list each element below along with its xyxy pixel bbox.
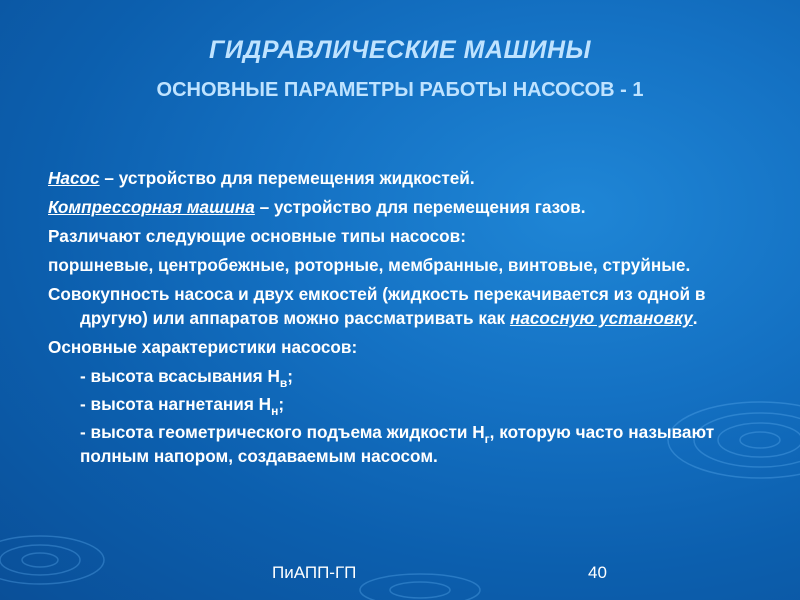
pump-types-list: поршневые, центробежные, роторные, мембранные, винтовые, струйные. <box>48 255 691 275</box>
pump-installation-text: Совокупность насоса и двух емкостей (жидкость перекачивается из одной в другую) или аппаратов можно рассматривать как <box>48 284 706 328</box>
characteristic-subscript: в <box>279 376 288 390</box>
characteristic-subscript: н <box>271 404 279 418</box>
footer-label: ПиАПП-ГП <box>272 563 357 582</box>
definition-pump-text: – устройство для перемещения жидкостей. <box>99 168 475 188</box>
term-pump: Насос <box>48 168 100 188</box>
characteristic-text: - высота всасывания H <box>80 366 280 386</box>
pump-installation-term: насосную установку <box>509 308 693 328</box>
characteristic-item <box>48 392 768 416</box>
characteristics-intro: Основные характеристики насосов: <box>48 337 358 357</box>
pump-installation-paragraph <box>48 282 768 330</box>
pump-types-intro: Различают следующие основные типы насосов: <box>48 226 466 246</box>
characteristic-text: - высота геометрического подъема жидкости H <box>80 422 485 442</box>
characteristic-tail: , которую часто называют полным напором, создаваемым насосом. <box>80 422 715 466</box>
definition-compressor <box>48 195 768 219</box>
characteristic-subscript: г <box>484 432 490 446</box>
characteristic-tail: ; <box>287 366 294 386</box>
definition-compressor-text: – устройство для перемещения газов. <box>254 197 586 217</box>
term-compressor: Компрессорная машина <box>48 197 255 217</box>
title-subtitle: ОСНОВНЫЕ ПАРАМЕТРЫ РАБОТЫ НАСОСОВ - 1 <box>156 79 644 101</box>
definition-pump <box>48 166 768 190</box>
title-main: ГИДРАВЛИЧЕСКИЕ МАШИНЫ <box>208 36 592 64</box>
characteristic-tail: ; <box>278 394 285 414</box>
pump-installation-period: . <box>692 308 698 328</box>
page-number: 40 <box>588 563 607 582</box>
characteristic-item <box>48 420 768 468</box>
characteristic-item <box>48 364 768 388</box>
slide-title <box>0 36 800 102</box>
characteristic-text: - высота нагнетания H <box>80 394 272 414</box>
slide-body <box>48 166 768 472</box>
